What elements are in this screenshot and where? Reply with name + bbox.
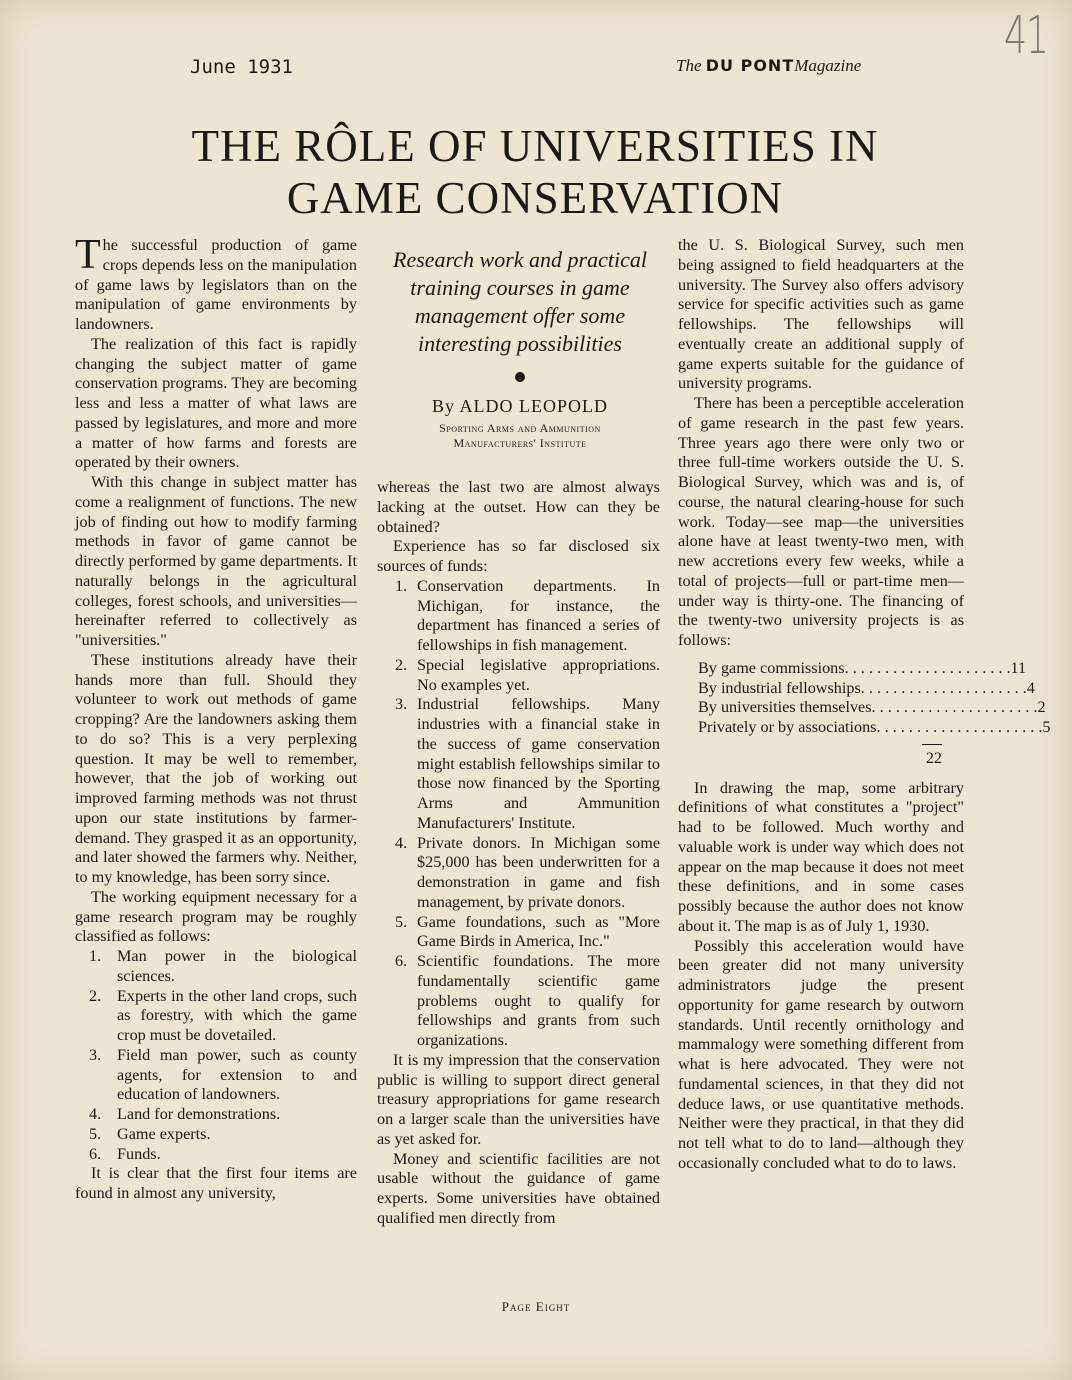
equipment-list	[75, 947, 357, 1164]
leader-dots: . . . . . . . . . . . . . . . . . . . . .	[860, 678, 1027, 697]
paragraph-text: he successful production of game crops depends less on the manipulation of game laws by legislators than on the manipulation of game environments by landowners.	[75, 236, 357, 333]
list-number: 5.	[89, 1124, 102, 1143]
list-item	[75, 947, 357, 987]
title-line-1: THE RÔLE OF UNIVERSITIES IN	[191, 121, 879, 171]
list-text: Game foundations, such as "More Game Birds in America, Inc."	[417, 912, 660, 951]
list-number: 2.	[395, 655, 408, 674]
list-text: Game experts.	[117, 1124, 211, 1143]
financing-table	[698, 658, 1051, 738]
list-text: Field man power, such as county agents, for extension to and education of landowners.	[117, 1045, 357, 1104]
paragraph: These institutions already have their hands more than full. Should they volunteer to work out methods of game cropping? Are the landowners asking them to do so? This is a very perplexing question. It may be well to remember, however, that the job of working out improved farming methods was not thrust upon our state institutions by farmer-demand. They grasped it as an opportunity, and later showed the farmers why. Neither, to my knowledge, has been sorry since.	[75, 650, 357, 886]
list-text: Funds.	[117, 1144, 161, 1163]
article-subtitle: Research work and practical training courses in game management offer some interesting possibilities	[393, 247, 647, 356]
list-number: 1.	[395, 576, 408, 595]
article-deck	[380, 246, 660, 451]
list-item	[377, 913, 660, 953]
paragraph: The realization of this fact is rapidly changing the subject matter of game conservation programs. They are becoming less and less a matter of what laws are passed by legislatures, and more and more a matter of how farms and forests are operated by their owners.	[75, 334, 357, 472]
paragraph	[75, 232, 357, 335]
list-item	[377, 695, 660, 833]
list-text: Experts in the other land crops, such as forestry, with which the game crop must be dovetailed.	[117, 986, 357, 1044]
list-number: 6.	[395, 952, 408, 970]
financing-row	[698, 698, 1046, 718]
masthead-suffix: Magazine	[794, 56, 862, 75]
list-number: 3.	[89, 1045, 102, 1064]
paragraph: In drawing the map, some arbitrary definitions of what constitutes a "project" had to be followed. Much worthy and valuable work is under way which does not appear on the map because it does not meet these definitions, and in some cases possibly because the author does not know about it. The map is as of July 1, 1930.	[678, 778, 964, 935]
list-item	[75, 1105, 357, 1125]
list-number: 4.	[89, 1105, 102, 1123]
financing-value: 4	[1026, 678, 1035, 697]
list-text: Special legislative appropriations. No examples yet.	[417, 655, 660, 694]
bullet-ornament	[515, 372, 525, 382]
issue-date: June 1931	[190, 56, 293, 78]
paragraph: whereas the last two are almost always lacking at the outset. How can they be obtained?	[377, 478, 660, 536]
financing-total: 22	[925, 748, 942, 767]
page-footer: Page Eight	[501, 1299, 571, 1314]
paragraph: Experience has so far disclosed six sources of funds:	[377, 537, 660, 575]
affiliation-line-2: Manufacturers' Institute	[453, 436, 587, 450]
list-item	[75, 1125, 357, 1145]
column-3	[678, 236, 1051, 1174]
list-number: 2.	[89, 986, 102, 1005]
list-item	[377, 952, 660, 1051]
masthead-brand: DU PONT	[705, 56, 795, 75]
list-text: Scientific foundations. The more fundamentally scientific game problems ought to qualify for fellowships and grants from such organizations.	[417, 952, 660, 1049]
list-text: Conservation departments. In Michigan, for instance, the department has financed a series of fellowships in fish management.	[417, 576, 660, 654]
list-item	[377, 834, 660, 913]
masthead-prefix: The	[676, 56, 702, 75]
financing-row	[698, 718, 1051, 738]
paragraph: The working equipment necessary for a game research program may be roughly classified as follows:	[75, 887, 357, 946]
list-number: 1.	[89, 947, 102, 965]
financing-value: 2	[1037, 698, 1046, 717]
column-2	[377, 478, 660, 1229]
list-number: 6.	[89, 1144, 102, 1163]
list-item	[75, 987, 357, 1046]
handwritten-page-number: 41	[1004, 6, 1048, 66]
financing-value: 5	[1042, 718, 1051, 736]
list-text: Private donors. In Michigan some $25,000 has been underwritten for a demonstration in game and fish management, by private donors.	[417, 833, 660, 911]
paragraph: Money and scientific facilities are not usable without the guidance of game experts. Some universities have obtained qualified men directly from	[377, 1149, 660, 1227]
list-item	[377, 577, 660, 656]
paragraph: the U. S. Biological Survey, such men being assigned to field headquarters at the university. The Survey also offers advisory service for specific activities such as game fellowships. The fellowships will eventually create an additional supply of game experts suitable for the guidance of university programs.	[678, 236, 964, 393]
author-affiliation	[380, 421, 660, 451]
financing-label: By game commissions	[698, 658, 845, 677]
financing-label: By universities themselves	[698, 698, 872, 717]
list-text: Land for demonstrations.	[117, 1105, 281, 1123]
leader-dots: . . . . . . . . . . . . . . . . . . . . .	[871, 698, 1038, 717]
funding-sources-list	[377, 577, 660, 1051]
paragraph: Possibly this acceleration would have been greater did not many university administrators judge the present opportunity for game research by outworn standards. Until recently ornithology and mammalogy were something different from what is here advocated. They were not fundamental sciences, in that they did not deduce laws, or use quantitative methods. Neither were they practical, in that they did not tell what to do to land—although they occasionally concluded what to do to laws.	[678, 936, 964, 1172]
financing-label: By industrial fellowships	[698, 678, 861, 697]
title-line-2: GAME CONSERVATION	[286, 173, 784, 223]
author-byline: By ALDO LEOPOLD	[432, 396, 608, 416]
article-title	[100, 120, 970, 224]
affiliation-line-1: Sporting Arms and Ammunition	[439, 421, 601, 435]
list-item	[377, 656, 660, 696]
list-item	[75, 1046, 357, 1105]
paragraph: It is clear that the first four items are found in almost any university,	[75, 1164, 357, 1202]
list-number: 4.	[395, 833, 408, 852]
leader-dots: . . . . . . . . . . . . . . . . . . . . .	[844, 658, 1011, 677]
list-number: 3.	[395, 695, 408, 714]
column-1	[75, 232, 357, 1204]
list-text: Industrial fellowships. Many industries with a financial stake in the success of game conservation might establish fellowships similar to those now financed by the Sporting Arms and Ammunition Manufacturers' Institute.	[417, 695, 660, 832]
financing-row	[698, 658, 1027, 679]
financing-value: 11	[1010, 658, 1027, 677]
paragraph: With this change in subject matter has come a realignment of functions. The new job of finding out how to modify farming methods in favor of game cannot be directly performed by game departments. It naturally belongs in the agricultural colleges, forest schools, and universities—hereinafter referred to collectively as "universities."	[75, 473, 357, 649]
financing-row	[698, 678, 1035, 699]
list-text: Man power in the biological sciences.	[117, 947, 357, 985]
drop-cap: T	[75, 232, 101, 278]
sum-rule	[922, 744, 942, 745]
paragraph: There has been a perceptible acceleration of game research in the past few years. Three years ago there were only two or three full-time workers outside the U. S. Biological Survey, which was and is, of course, the natural clearing-house for such work. Today—see map—the universities alone have at least twenty-two men, with new accretions every few weeks, while a total of projects—full or part-time men—under way is thirty-one. The financing of the twenty-two university projects is as follows:	[678, 394, 964, 649]
financing-label: Privately or by associations	[698, 718, 877, 736]
list-number: 5.	[395, 912, 408, 931]
list-item	[75, 1145, 357, 1165]
magazine-masthead	[676, 56, 861, 76]
leader-dots: . . . . . . . . . . . . . . . . . . . . .	[876, 718, 1043, 736]
paragraph: It is my impression that the conservation public is willing to support direct general treasury appropriations for game research on a larger scale than the universities have as yet asked for.	[377, 1050, 660, 1148]
